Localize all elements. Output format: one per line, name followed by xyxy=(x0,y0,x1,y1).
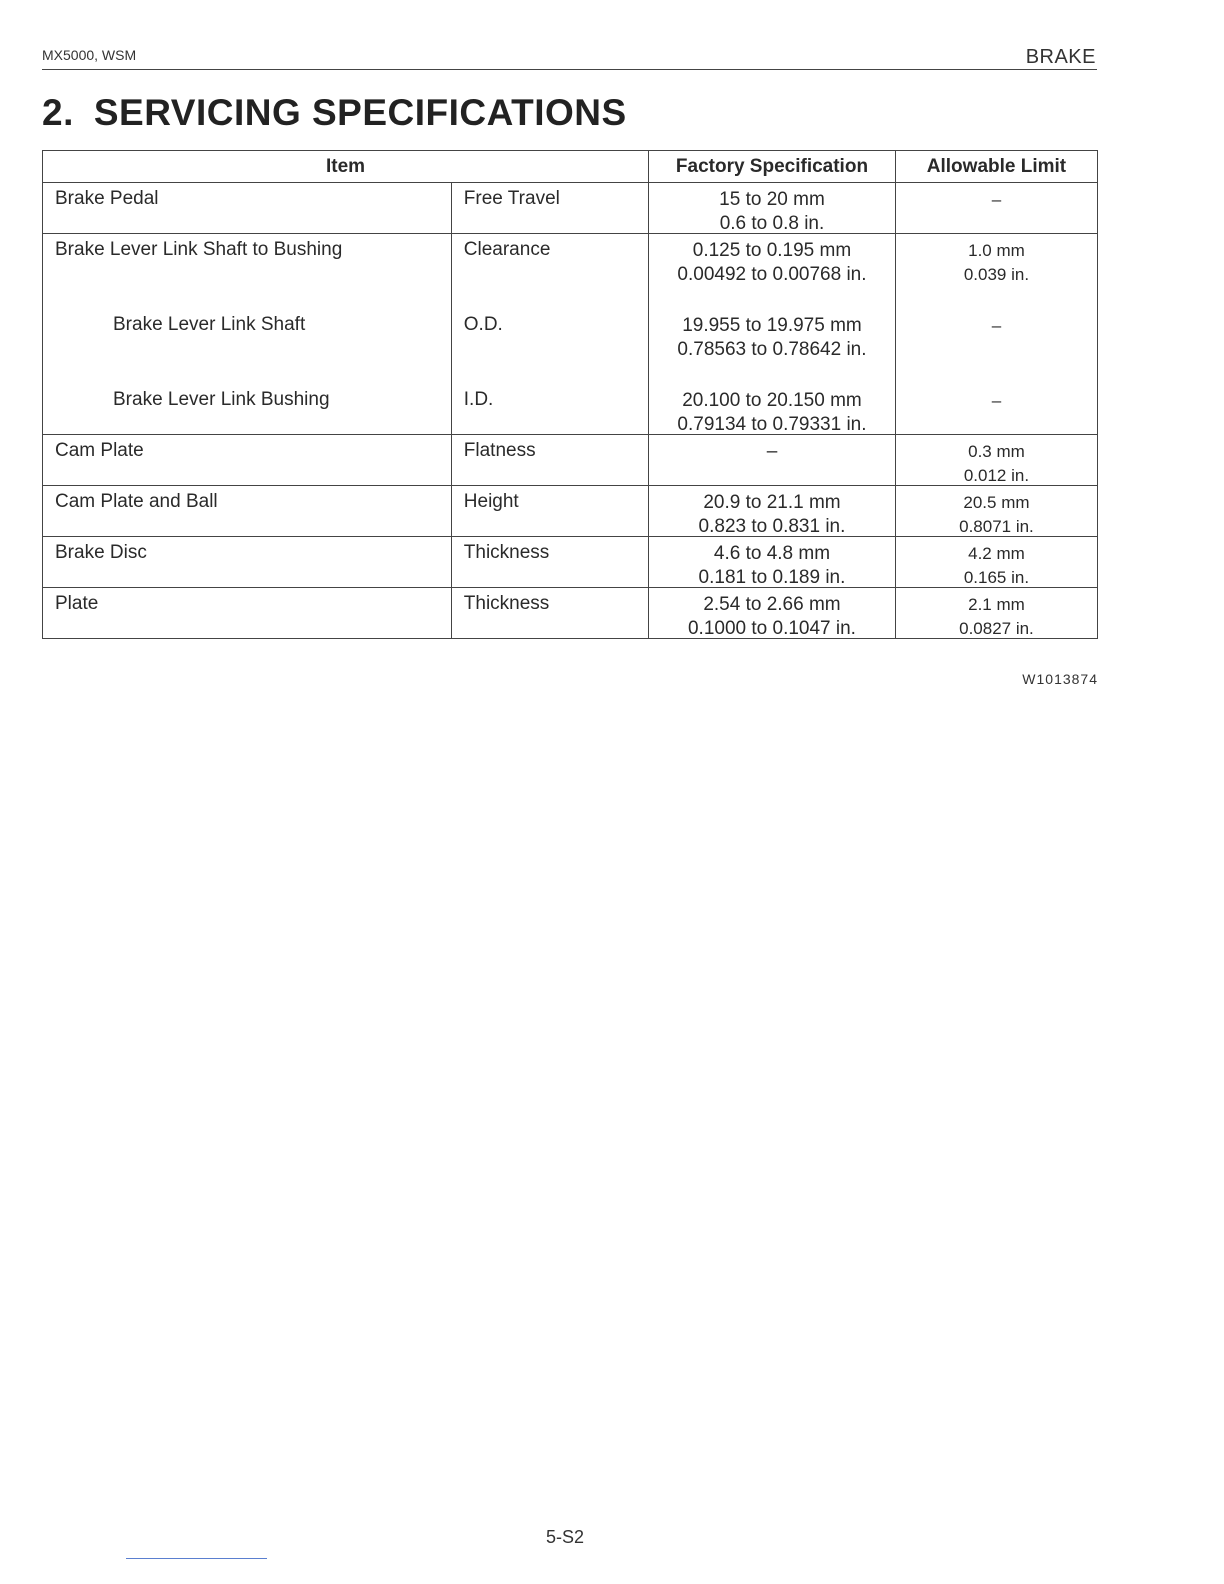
header-allowable-limit: Allowable Limit xyxy=(895,151,1097,183)
allowable-value-mm: 20.5 mm xyxy=(963,493,1030,512)
allowable-cell xyxy=(895,588,1097,639)
allowable-value-mm: 1.0 mm xyxy=(968,241,1025,260)
factory-value xyxy=(649,588,895,638)
allowable-value xyxy=(896,384,1097,434)
item-cell xyxy=(43,234,452,435)
factory-value-in: 0.79134 to 0.79331 in. xyxy=(677,414,867,435)
header-factory-specification: Factory Specification xyxy=(649,151,896,183)
section-name: BRAKE xyxy=(1025,46,1096,68)
allowable-value xyxy=(896,486,1097,536)
allowable-cell xyxy=(895,183,1097,234)
factory-value-mm: 2.54 to 2.66 mm xyxy=(703,594,841,615)
measure-name: Clearance xyxy=(463,239,551,260)
allowable-value-mm: 2.1 mm xyxy=(968,595,1025,614)
factory-cell xyxy=(649,537,896,588)
factory-value xyxy=(649,486,895,536)
factory-value-mm: 20.100 to 20.150 mm xyxy=(682,390,862,411)
measure-cell xyxy=(451,234,648,435)
factory-cell xyxy=(649,435,896,486)
item-cell xyxy=(43,435,452,486)
allowable-value-mm: – xyxy=(991,190,1002,209)
allowable-value xyxy=(896,234,1097,284)
manual-name: MX5000, WSM xyxy=(42,47,137,63)
factory-value-in: 0.00492 to 0.00768 in. xyxy=(677,264,867,285)
factory-value xyxy=(649,234,895,284)
allowable-value xyxy=(896,588,1097,638)
factory-value-in: 0.6 to 0.8 in. xyxy=(719,213,825,234)
table-row xyxy=(43,486,1098,537)
page-title xyxy=(42,92,627,134)
factory-value xyxy=(649,435,895,485)
measure-name: Thickness xyxy=(463,542,550,563)
sub-item-name: Brake Lever Link Bushing xyxy=(113,389,330,410)
allowable-cell xyxy=(895,234,1097,435)
measure-name: Height xyxy=(463,491,519,512)
item-cell xyxy=(43,588,452,639)
factory-value xyxy=(649,384,895,434)
allowable-value-mm: 4.2 mm xyxy=(968,544,1025,563)
measure-cell xyxy=(451,486,648,537)
item-name: Brake Disc xyxy=(55,542,147,563)
item-name: Cam Plate xyxy=(55,440,144,461)
header-divider xyxy=(42,69,1097,70)
allowable-value-mm: – xyxy=(991,316,1002,335)
allowable-cell xyxy=(895,537,1097,588)
allowable-value xyxy=(896,183,1097,233)
factory-value xyxy=(649,309,895,359)
item-name: Cam Plate and Ball xyxy=(55,491,218,512)
allowable-value-in: 0.0827 in. xyxy=(959,619,1034,638)
measure-cell xyxy=(451,435,648,486)
section-number: 2. xyxy=(42,92,74,133)
factory-cell xyxy=(649,183,896,234)
factory-value-in: 0.78563 to 0.78642 in. xyxy=(677,339,867,360)
table-row xyxy=(43,537,1098,588)
measure-cell xyxy=(451,183,648,234)
factory-value-mm: 19.955 to 19.975 mm xyxy=(682,315,862,336)
allowable-value-in: 0.8071 in. xyxy=(959,517,1034,536)
factory-value-mm: – xyxy=(766,441,778,462)
factory-value-mm: 4.6 to 4.8 mm xyxy=(713,543,831,564)
measure-name: I.D. xyxy=(463,389,494,410)
header-item: Item xyxy=(43,151,649,183)
item-cell xyxy=(43,183,452,234)
measure-name: Thickness xyxy=(463,593,550,614)
allowable-value-mm: – xyxy=(991,391,1002,410)
allowable-cell xyxy=(895,486,1097,537)
allowable-value-in: 0.012 in. xyxy=(963,466,1030,485)
allowable-value xyxy=(896,309,1097,359)
page-number: 5-S2 xyxy=(546,1527,585,1547)
table-row xyxy=(43,588,1098,639)
table-row xyxy=(43,234,1098,435)
measure-name: O.D. xyxy=(463,314,503,335)
allowable-value-in: 0.165 in. xyxy=(963,568,1030,587)
table-row xyxy=(43,435,1098,486)
allowable-value xyxy=(896,537,1097,587)
factory-value-mm: 20.9 to 21.1 mm xyxy=(703,492,841,513)
measure-name: Flatness xyxy=(463,440,536,461)
factory-cell xyxy=(649,234,896,435)
item-cell xyxy=(43,486,452,537)
measure-cell xyxy=(451,537,648,588)
factory-value-mm: 0.125 to 0.195 mm xyxy=(692,240,852,261)
allowable-cell xyxy=(895,435,1097,486)
allowable-value-mm: 0.3 mm xyxy=(968,442,1025,461)
factory-cell xyxy=(649,486,896,537)
factory-cell xyxy=(649,588,896,639)
factory-value-in: 0.823 to 0.831 in. xyxy=(698,516,846,537)
measure-name: Free Travel xyxy=(463,188,560,209)
allowable-value xyxy=(896,435,1097,485)
document-code: W1013874 xyxy=(1022,671,1098,687)
measure-cell xyxy=(451,588,648,639)
factory-value xyxy=(649,183,895,233)
table-header-row xyxy=(43,151,1098,183)
item-name: Brake Pedal xyxy=(55,188,159,209)
section-title-text: SERVICING SPECIFICATIONS xyxy=(93,92,627,133)
factory-value-mm: 15 to 20 mm xyxy=(719,189,825,210)
table-row xyxy=(43,183,1098,234)
sub-item-name: Brake Lever Link Shaft xyxy=(113,314,306,335)
factory-value-in: 0.181 to 0.189 in. xyxy=(698,567,846,588)
item-name: Plate xyxy=(55,593,99,614)
bottom-rule xyxy=(126,1558,267,1559)
item-cell xyxy=(43,537,452,588)
spec-table xyxy=(42,150,1098,639)
item-name: Brake Lever Link Shaft to Bushing xyxy=(55,239,343,260)
factory-value-in: 0.1000 to 0.1047 in. xyxy=(687,618,856,639)
allowable-value-in: 0.039 in. xyxy=(963,265,1030,284)
factory-value xyxy=(649,537,895,587)
